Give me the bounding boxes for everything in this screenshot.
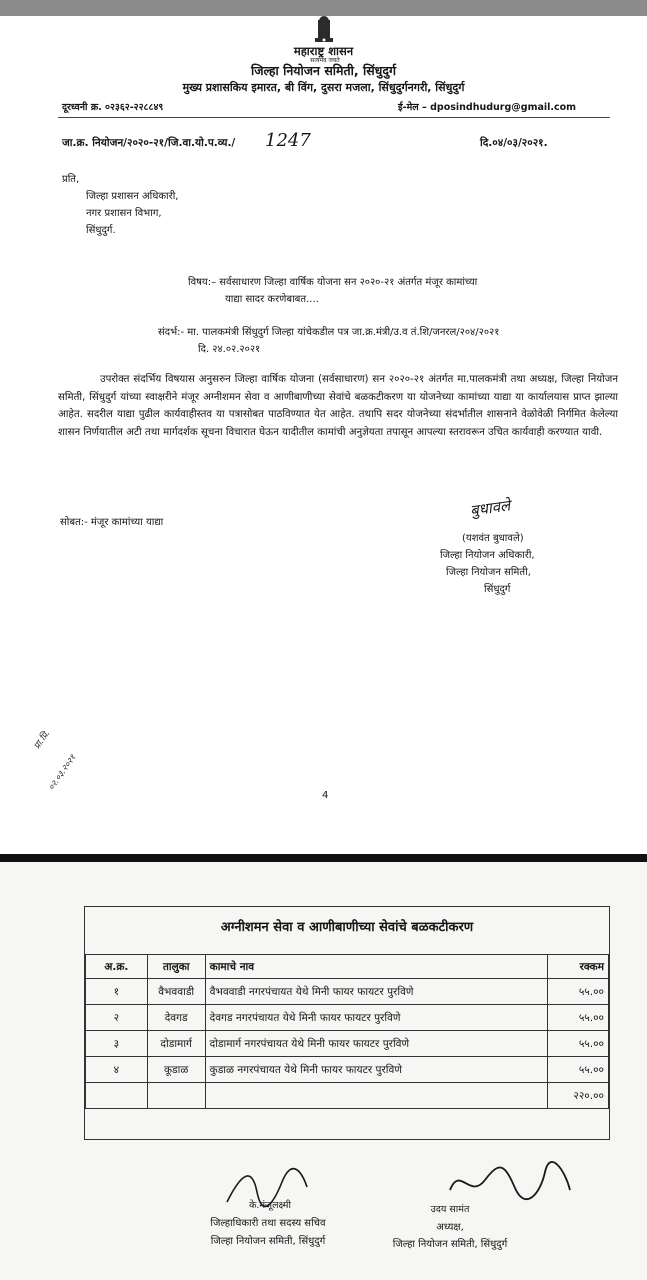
row-taluka: देवगड	[147, 1005, 205, 1031]
page-number: 4	[322, 790, 329, 801]
phone-number: दूरध्वनी क्र. ०२३६२-२२८८४९	[62, 102, 164, 113]
works-table-frame	[84, 906, 610, 1140]
chairman-office: जिल्हा नियोजन समिती, सिंधुदुर्ग	[392, 1239, 508, 1250]
approved-works-page	[0, 862, 647, 1280]
header-divider	[58, 117, 610, 118]
chairman-title: अध्यक्ष,	[436, 1222, 464, 1233]
header-work-name: कामाचे नाव	[205, 955, 548, 979]
row-serial: ३	[86, 1031, 148, 1057]
row-amount: ५५.००	[548, 1005, 609, 1031]
to-label: प्रति,	[62, 174, 80, 185]
collector-office: जिल्हा नियोजन समिती, सिंधुदुर्ग	[210, 1236, 326, 1247]
email-address: ई-मेल – dposindhudurg@gmail.com	[398, 102, 577, 113]
to-line-3: सिंधुदुर्ग.	[86, 225, 116, 236]
total-amount: २२०.००	[548, 1083, 609, 1109]
collector-title: जिल्हाधिकारी तथा सदस्य सचिव	[210, 1218, 326, 1229]
page-separator	[0, 854, 647, 862]
to-line-2: नगर प्रशासन विभाग,	[86, 208, 162, 219]
body-paragraph: उपरोक्त संदर्भिय विषयास अनुसरुन जिल्हा वार्षिक योजना (सर्वसाधारण) सन २०२०-२१ अंतर्गत मा.पालकमंत्री तथा अध्यक्ष, जिल्हा नियोजन समिती, सिंधुदुर्ग यांच्या स्वाक्षरीने मंजूर अग्नीशमन सेवा व आणीबाणीच्या सेवांचे बळकटीकरण या योजनेच्या कामांच्या याद्या या कार्यालयास प्राप्त झाल्या आहेत. सदरील याद्या पुढील कार्यवाहीस्तव या पत्रासोबत पाठविण्यात येत आहेत. तथापि सदर योजनेच्या संदर्भातील शासनाने वेळोवेळी निर्गमित केलेल्या शासन निर्णयातील अटी तथा मार्गदर्शक सूचना विचारात घेऊन यादीतील कामांची अनुज्ञेयता तपासून आपल्या स्तरावरून उचित कार्यवाही करण्यात यावी.	[58, 374, 618, 438]
signatory-name: (यशवंत बुधावले)	[462, 533, 524, 544]
reference-line-2: दि. २४.०२.२०२१	[198, 344, 261, 355]
margin-note-date: ०२.०३.२०२१	[46, 753, 79, 793]
chairman-name: उदय सामंत	[430, 1204, 470, 1215]
chairman-signature-icon	[445, 1160, 575, 1205]
officer-signature: बुधावले	[468, 496, 512, 520]
scan-top-border	[0, 0, 647, 16]
row-taluka: कूडाळ	[147, 1057, 205, 1083]
to-line-1: जिल्हा प्रशासन अधिकारी,	[86, 191, 179, 202]
row-work-name: देवगड नगरपंचायत येथे मिनी फायर फायटर पुरविणे	[205, 1005, 548, 1031]
row-amount: ५५.००	[548, 1031, 609, 1057]
table-total-row	[86, 1083, 609, 1109]
subject-line-1: विषय:– सर्वसाधारण जिल्हा वार्षिक योजना सन २०२०-२१ अंतर्गत मंजूर कामांच्या	[188, 277, 478, 288]
office-name: जिल्हा नियोजन समिती, सिंधुदुर्ग	[250, 63, 397, 78]
letter-date: दि.०४/०३/२०२१.	[480, 137, 548, 149]
government-name: महाराष्ट्र शासन	[293, 44, 354, 58]
reference-line-1: संदर्भ:- मा. पालकमंत्री सिंधुदुर्ग जिल्हा यांचेकडील पत्र जा.क्र.मंत्री/उ.व तं.शि/जनरल/२०४/२०२१	[158, 327, 500, 338]
letter-page	[0, 16, 647, 854]
header-amount: रक्कम	[548, 955, 609, 979]
subject-line-2: याद्या सादर करणेबाबत....	[225, 294, 319, 305]
table-header-row	[86, 955, 609, 979]
table-row	[86, 1057, 609, 1083]
handwritten-ref-number: 1247	[265, 130, 311, 151]
row-work-name: दोडामार्ग नगरपंचायत येथे मिनी फायर फायटर पुरविणे	[205, 1031, 548, 1057]
office-address: मुख्य प्रशासकिय इमारत, बी विंग, दुसरा मजला, सिंधुदुर्गनगरी, सिंधुदुर्ग	[182, 81, 465, 94]
enclosure-note: सोबत:- मंजूर कामांच्या याद्या	[60, 517, 164, 528]
signatory-title-1: जिल्हा नियोजन अधिकारी,	[440, 550, 535, 561]
table-row	[86, 1031, 609, 1057]
collector-name: के.मंजूलक्ष्मी	[249, 1200, 291, 1211]
reference-number: जा.क्र. नियोजन/२०२०-२१/जि.वा.यो.प.व्य./	[62, 137, 236, 149]
row-work-name: कुडाळ नगरपंचायत येथे मिनी फायर फायटर पुरविणे	[205, 1057, 548, 1083]
works-table	[85, 954, 609, 1109]
row-serial: १	[86, 979, 148, 1005]
row-work-name: वैभववाडी नगरपंचायत येथे मिनी फायर फायटर पुरविणे	[205, 979, 548, 1005]
row-amount: ५५.००	[548, 1057, 609, 1083]
header-taluka: तालुका	[147, 955, 205, 979]
header-serial: अ.क्र.	[86, 955, 148, 979]
signatory-title-2: जिल्हा नियोजन समिती,	[446, 567, 531, 578]
row-taluka: दोडामार्ग	[147, 1031, 205, 1057]
row-serial: २	[86, 1005, 148, 1031]
table-row	[86, 979, 609, 1005]
table-title: अग्नीशमन सेवा व आणीबाणीच्या सेवांचे बळकटीकरण	[220, 920, 474, 935]
emblem-caption: सत्यमेव जयते	[310, 57, 340, 64]
margin-note-initials: प्रा.प्रि.	[32, 728, 53, 752]
row-taluka: वैभववाडी	[147, 979, 205, 1005]
table-row	[86, 1005, 609, 1031]
signatory-place: सिंधुदुर्ग	[484, 584, 511, 595]
row-amount: ५५.००	[548, 979, 609, 1005]
row-serial: ४	[86, 1057, 148, 1083]
